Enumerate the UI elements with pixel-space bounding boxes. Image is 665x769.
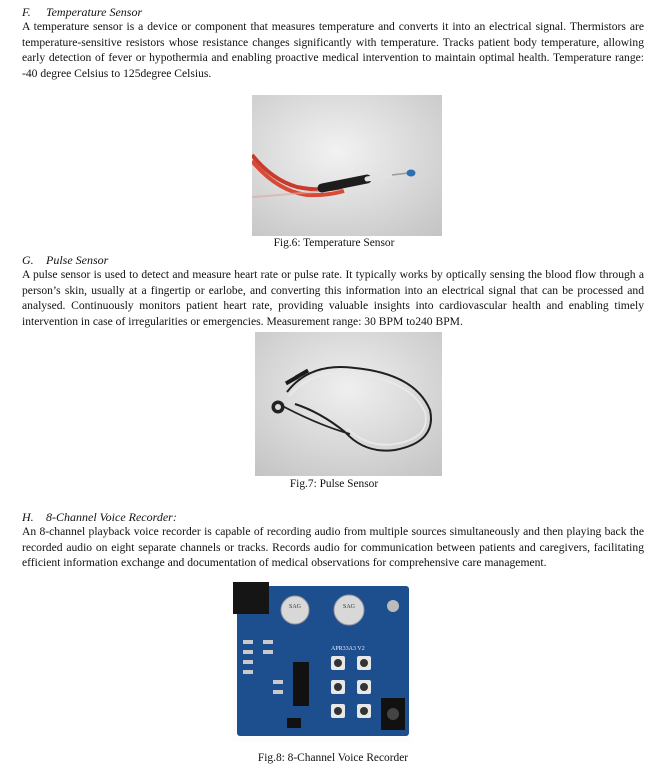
figure-caption-8: Fig.8: 8-Channel Voice Recorder — [257, 752, 409, 764]
capacitor-label: SAG — [289, 604, 302, 610]
section-heading-voice-recorder — [22, 510, 177, 524]
voice-recorder-board-photo — [233, 580, 412, 742]
section-heading-temperature — [22, 5, 142, 19]
section-letter: F. — [22, 5, 31, 19]
temperature-sensor-photo — [252, 95, 442, 236]
capacitor-label: SAG — [343, 604, 356, 610]
section-body-pulse: A pulse sensor is used to detect and measure heart rate or pulse rate. It typically works by optically sensing the blood flow through a person’s skin, usually at a fingertip or earlobe, and converting this information into an electrical signal that can be processed and analysed. Continuously monitors patient heart rate, providing valuable insights into cardiovascular health and enabling timely intervention in case of irregularities or emergencies. Measurement range: 30 BPM to240 BPM. — [22, 268, 644, 328]
section-body-temperature: A temperature sensor is a device or component that measures temperature and converts it into an electrical signal. Thermistors are temperature-sensitive resistors whose resistance changes significantly with temperature. Tracks patient body temperature, allowing early detection of fever or hypothermia and enabling proactive medical intervention to maintain optimal health. Temperature range: -40 degree Celsius to 125degree Celsius. — [22, 20, 644, 80]
section-title: 8-Channel Voice Recorder: — [46, 510, 177, 524]
section-letter: H. — [22, 510, 34, 524]
section-body-voice-recorder: An 8-channel playback voice recorder is capable of recording audio from multiple sources simultaneously and then playing back the recorded audio on eight separate channels or tracks. Records audio for communication between patients and caregivers, facilitating efficient information exchange and documentation of medical observations for comprehensive care management. — [22, 525, 644, 570]
section-title: Pulse Sensor — [46, 253, 109, 267]
section-heading-pulse — [22, 253, 108, 267]
board-chip-label: APR33A3 V2 — [331, 646, 365, 652]
figure-caption-7: Fig.7: Pulse Sensor — [289, 478, 379, 490]
pulse-sensor-photo — [255, 332, 442, 476]
figure-caption-6: Fig.6: Temperature Sensor — [273, 237, 395, 249]
section-title: Temperature Sensor — [46, 5, 143, 19]
section-letter: G. — [22, 253, 34, 267]
